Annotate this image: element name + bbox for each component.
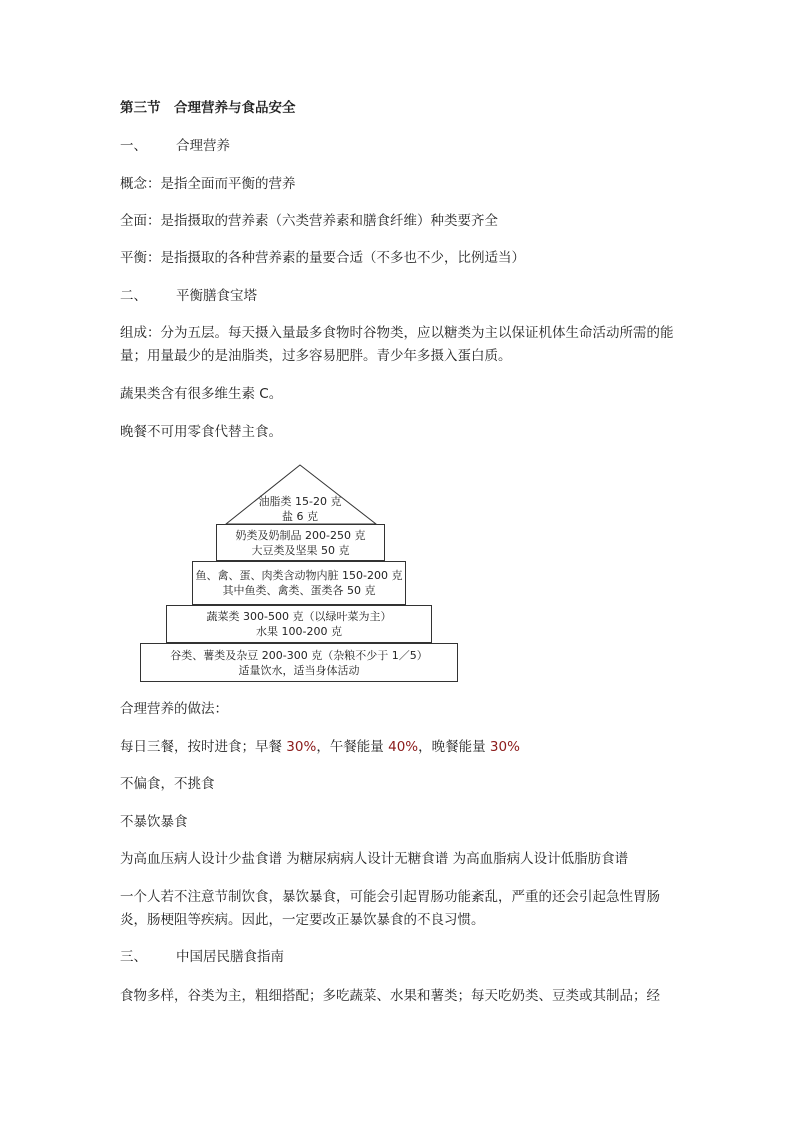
heading-2-text: 平衡膳食宝塔 [176,288,257,304]
meals-prefix: 每日三餐，按时进食；早餐 [120,739,287,755]
meals-mid-2: ，晚餐能量 [418,739,490,755]
heading-3-text: 中国居民膳食指南 [176,949,284,965]
comprehensive-line: 全面：是指摄取的营养素（六类营养素和膳食纤维）种类要齐全 [120,213,498,229]
warning-paragraph: 一个人若不注意节制饮食，暴饮暴食，可能会引起胃肠功能紊乱，严重的还会引起急性胃肠炎，肠梗阻等疾病。因此，一定要改正暴饮暴食的不良习惯。 [120,889,660,928]
pyramid-level-5 [140,643,458,682]
no-binge-line: 不暴饮暴食 [120,814,188,830]
dinner-percent: 30% [489,739,520,755]
pyramid-level-1-line-2: 盐 6 克 [282,510,318,523]
pyramid-level-4-line-1: 蔬菜类 300-500 克（以绿叶菜为主） [206,610,392,623]
composition-paragraph: 组成：分为五层。每天摄入量最多食物时谷物类，应以糖类为主以保证机体生命活动所需的能量；用量最少的是油脂类，过多容易肥胖。青少年多摄入蛋白质。 [120,325,674,364]
pyramid-level-2 [216,524,385,561]
pyramid-level-3-line-2: 其中鱼类、禽类、蛋类各 50 克 [222,584,376,597]
pyramid-level-1-line-1: 油脂类 15-20 克 [258,495,342,508]
breakfast-percent: 30% [286,739,317,755]
heading-3-num: 三、 [120,949,147,965]
guide-line: 食物多样，谷类为主，粗细搭配；多吃蔬菜、水果和薯类；每天吃奶类、豆类或其制品；经 [120,988,660,1004]
no-picky-line: 不偏食，不挑食 [120,776,215,792]
heading-1-text: 合理营养 [176,138,230,154]
pyramid-level-1 [240,494,360,524]
lunch-percent: 40% [388,739,419,755]
pyramid-level-5-line-2: 适量饮水，适当身体活动 [238,663,360,677]
meals-line [120,736,520,759]
heading-1-num: 一、 [120,138,147,154]
vitamin-line: 蔬果类含有很多维生素 C。 [120,386,283,402]
pyramid-level-4 [166,605,432,643]
balance-line: 平衡：是指摄取的各种营养素的量要合适（不多也不少，比例适当） [120,250,525,266]
meals-mid-1: ，午餐能量 [316,739,389,755]
method-title: 合理营养的做法： [120,701,228,717]
pyramid-level-5-line-1: 谷类、薯类及杂豆 200-300 克（杂粮不少于 1／5） [170,648,428,662]
recipes-line: 为高血压病人设计少盐食谱 为糖尿病病人设计无糖食谱 为高血脂病人设计低脂肪食谱 [120,851,629,867]
dinner-line: 晚餐不可用零食代替主食。 [120,424,282,440]
pyramid-level-2-line-2: 大豆类及坚果 50 克 [251,543,350,557]
pyramid-level-3-line-1: 鱼、禽、蛋、肉类含动物内脏 150-200 克 [195,569,403,582]
heading-3 [120,946,284,969]
heading-2-num: 二、 [120,288,147,304]
pyramid-level-3 [192,561,406,605]
pyramid-level-4-line-2: 水果 100-200 克 [256,625,342,638]
pyramid-level-2-line-1: 奶类及奶制品 200-250 克 [235,528,366,542]
concept-line: 概念：是指全面而平衡的营养 [120,176,296,192]
section-title: 第三节 合理营养与食品安全 [120,100,296,116]
